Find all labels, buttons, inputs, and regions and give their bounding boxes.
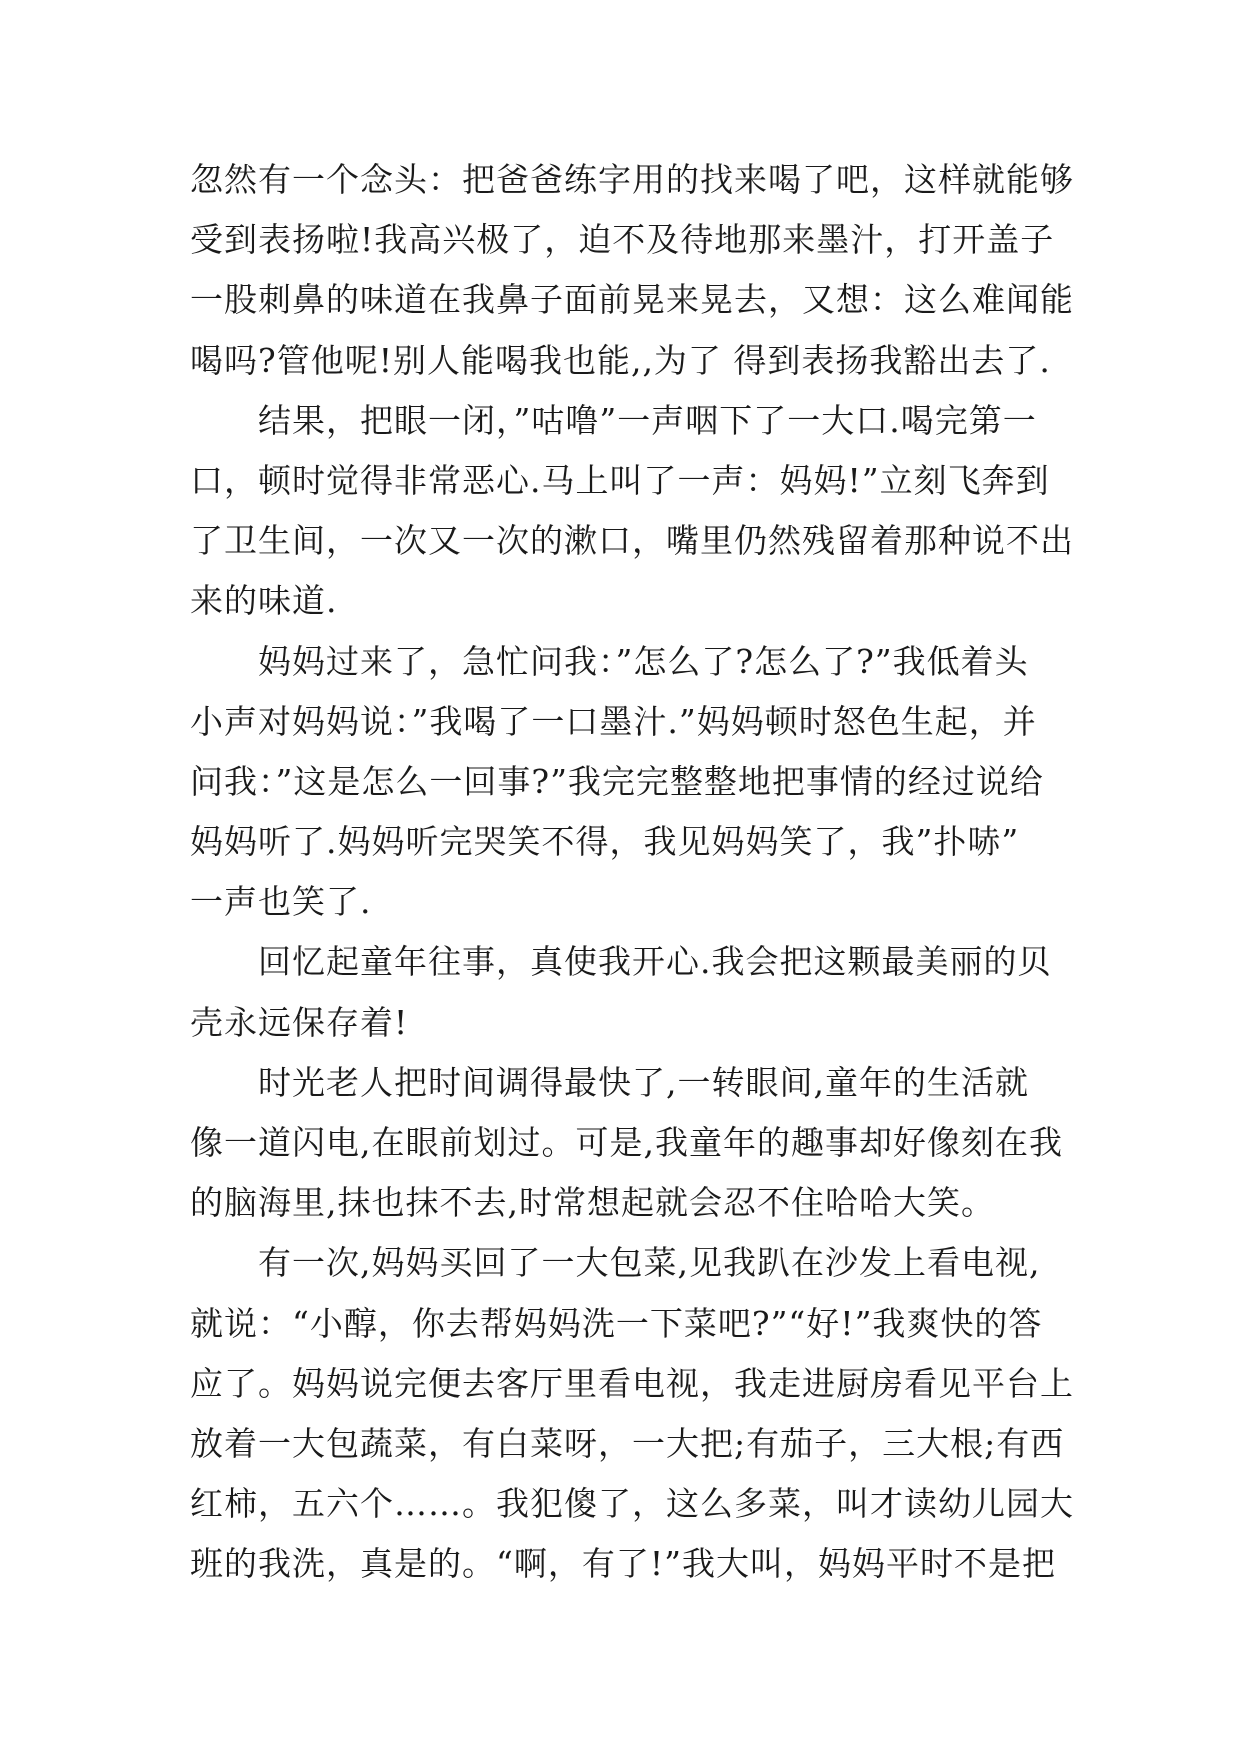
body-text bbox=[190, 150, 1074, 1595]
text-line: 像一道闪电,在眼前划过。可是,我童年的趣事却好像刻在我 bbox=[190, 1123, 1063, 1162]
text-line: 妈妈过来了，急忙问我：”怎么了?怎么了?”我低着头 bbox=[190, 641, 1029, 681]
text-line: 妈妈听了.妈妈听完哭笑不得，我见妈妈笑了，我”扑哧” bbox=[190, 822, 1020, 862]
text-line: 问我：”这是怎么一回事?”我完完整整地把事情的经过说给 bbox=[190, 761, 1044, 801]
text-line: 小声对妈妈说：”我喝了一口墨汁.”妈妈顿时怒色生起，并 bbox=[190, 701, 1037, 741]
text-line: 放着一大包蔬菜，有白菜呀，一大把;有茄子，三大根;有西 bbox=[190, 1423, 1065, 1463]
text-line: 班的我洗，真是的。“啊，有了!”我大叫，妈妈平时不是把 bbox=[190, 1544, 1057, 1584]
text-line: 一股刺鼻的味道在我鼻子面前晃来晃去，又想：这么难闻能 bbox=[190, 280, 1074, 320]
text-line: 来的味道. bbox=[190, 581, 338, 621]
text-line: 时光老人把时间调得最快了,一转眼间,童年的生活就 bbox=[190, 1062, 1029, 1102]
text-line: 壳永远保存着! bbox=[190, 1002, 409, 1042]
text-line: 的脑海里,抹也抹不去,时常想起就会忍不住哈哈大笑。 bbox=[190, 1183, 995, 1223]
text-line: 忽然有一个念头：把爸爸练字用的找来喝了吧，这样就能够 bbox=[190, 160, 1074, 199]
text-line: 应了。妈妈说完便去客厅里看电视，我走进厨房看见平台上 bbox=[190, 1363, 1074, 1403]
text-line: 有一次,妈妈买回了一大包菜,见我趴在沙发上看电视, bbox=[190, 1243, 1041, 1283]
text-line: 结果，把眼一闭，”咕噜”一声咽下了一大口.喝完第一 bbox=[190, 400, 1037, 440]
text-line: 口，顿时觉得非常恶心.马上叫了一声：妈妈!”立刻飞奔到 bbox=[190, 460, 1050, 500]
text-line: 红柿，五六个……。我犯傻了，这么多菜，叫才读幼儿园大 bbox=[190, 1484, 1074, 1524]
text-line: 就说：“小醇，你去帮妈妈洗一下菜吧?”“好!”我爽快的答 bbox=[190, 1303, 1043, 1343]
text-line: 受到表扬啦!我高兴极了，迫不及待地那来墨汁，打开盖子 bbox=[190, 220, 1055, 260]
text-line: 了卫生间，一次又一次的漱口，嘴里仍然残留着那种说不出 bbox=[190, 521, 1074, 561]
text-line: 喝吗?管他呢!别人能喝我也能,,为了 得到表扬我豁出去了. bbox=[190, 340, 1051, 380]
text-line: 回忆起童年往事，真使我开心.我会把这颗最美丽的贝 bbox=[190, 942, 1052, 982]
text-line: 一声也笑了. bbox=[190, 882, 372, 922]
